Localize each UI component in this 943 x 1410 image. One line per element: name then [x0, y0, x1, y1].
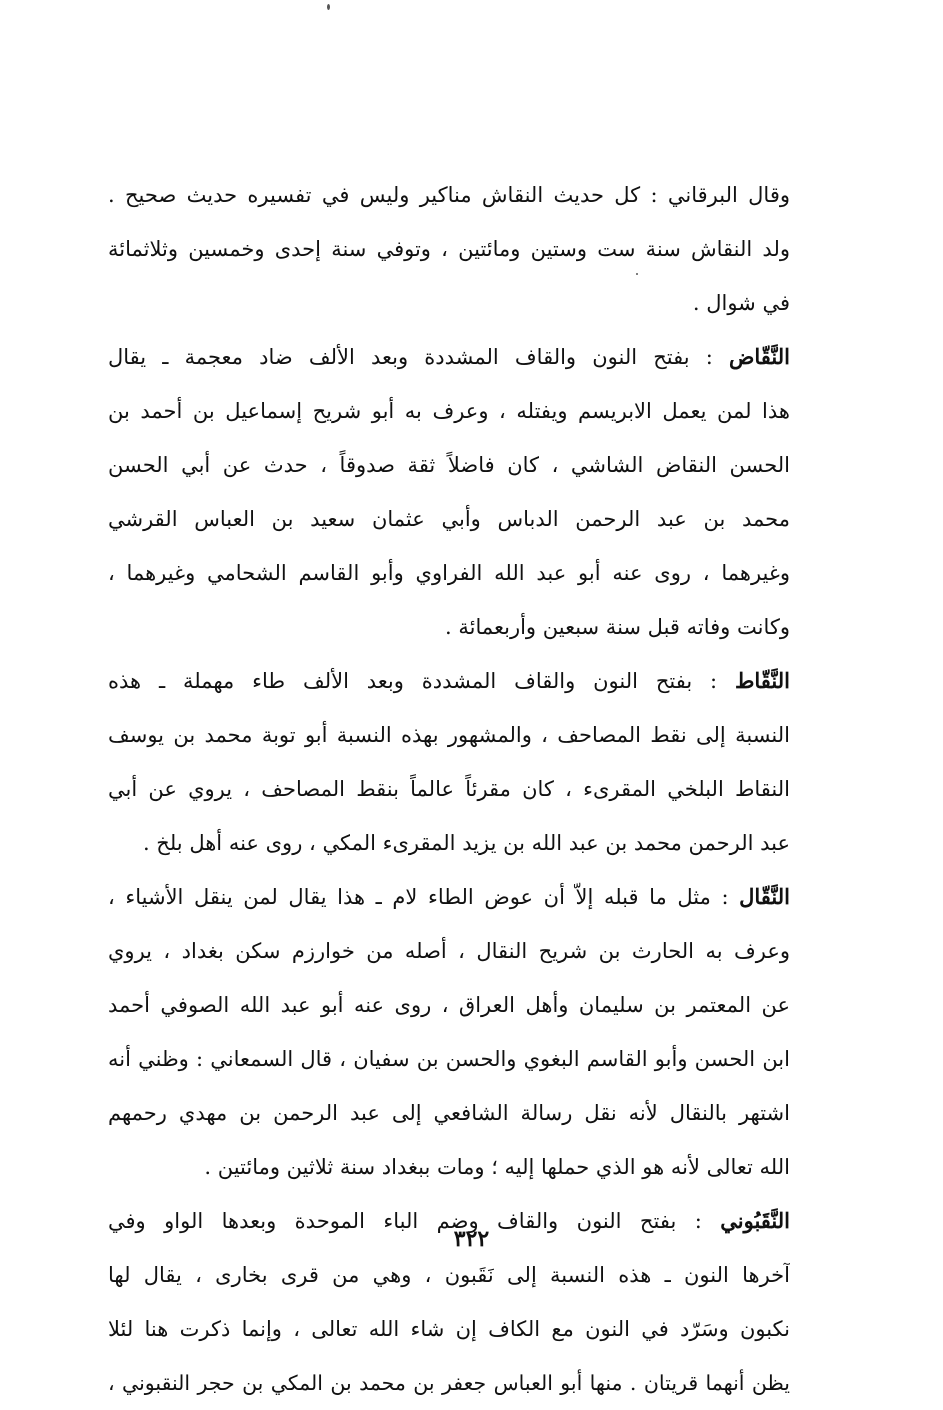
- text-line: نكبون وسَرّد في النون مع الكاف إن شاء الله تعالى ، وإنما ذكرت هنا لئلا: [108, 1317, 790, 1341]
- text-line: اشتهر بالنقال لأنه نقل رسالة الشافعي إلى عبد الرحمن بن مهدي رحمهم: [108, 1101, 790, 1125]
- text-line: ابن الحسن وأبو القاسم البغوي والحسن بن سفيان ، قال السمعاني : وظني أنه: [108, 1047, 790, 1071]
- entry-headword: النَّقَبُوني: [720, 1208, 790, 1233]
- entry-text: : بفتح النون والقاف وضم الباء الموحدة وبعدها الواو وفي: [108, 1209, 721, 1233]
- text-line: وكانت وفاته قبل سنة سبعين وأربعمائة .: [444, 615, 790, 639]
- text-line: هذا لمن يعمل الابريسم ويفتله ، وعرف به أبو شريح إسماعيل بن أحمد بن: [108, 399, 790, 423]
- text-line: وغيرهما ، روى عنه أبو عبد الله الفراوي وأبو القاسم الشحامي وغيرهما ،: [108, 561, 790, 585]
- text-line: وقال البرقاني : كل حديث النقاش مناكير وليس في تفسيره حديث صحيح .: [108, 183, 790, 207]
- entry-first-line: [108, 654, 790, 708]
- entry-text: : بفتح النون والقاف المشددة وبعد الألف ضاد معجمة ـ يقال: [108, 345, 730, 369]
- text-line: الحسن النقاض الشاشي ، كان فاضلاً ثقة صدوقاً ، حدث عن أبي الحسن: [108, 453, 790, 477]
- text-line: عن المعتمر بن سليمان وأهل العراق ، روى عنه أبو عبد الله الصوفي أحمد: [108, 993, 790, 1017]
- text-line: النسبة إلى نقط المصاحف ، والمشهور بهذه النسبة أبو توبة محمد بن يوسف: [108, 723, 790, 747]
- text-line: وعرف به الحارث بن شريح النقال ، أصله من خوارزم سكن بغداد ، يروي: [108, 939, 790, 963]
- text-line: في شوال .: [692, 291, 790, 315]
- entry-first-line: [108, 870, 790, 924]
- page-number: ٣٢٢: [453, 1226, 490, 1252]
- entry-headword: النَّقّاط: [734, 668, 790, 693]
- entry-text: : مثل ما قبله إلاّ أن عوض الطاء لام ـ هذا يقال لمن ينقل الأشياء ،: [108, 885, 740, 909]
- text-line: الله تعالى لأنه هو الذي حملها إليه ؛ ومات ببغداد سنة ثلاثين ومائتين .: [204, 1155, 790, 1179]
- body-text: [108, 168, 790, 1410]
- text-line: يظن أنهما قريتان . منها أبو العباس جعفر بن محمد بن المكي بن حجر النقبوني ،: [108, 1371, 790, 1395]
- entry-headword: النَّقّال: [739, 884, 790, 909]
- entry-text: : بفتح النون والقاف المشددة وبعد الألف طاء مهملة ـ هذه: [108, 669, 735, 693]
- scan-speck: [327, 4, 330, 10]
- text-line: محمد بن عبد الرحمن الدباس وأبي عثمان سعيد بن العباس القرشي: [108, 507, 790, 531]
- text-line: آخرها النون ـ هذه النسبة إلى نَقَبون ، وهي من قرى بخارى ، يقال لها: [108, 1263, 790, 1287]
- entry-first-line: [108, 330, 790, 384]
- text-line: ولد النقاش سنة ست وستين ومائتين ، وتوفي سنة إحدى وخمسين وثلاثمائة: [108, 237, 790, 261]
- text-line: عبد الرحمن محمد بن عبد الله بن يزيد المقرىء المكي ، روى عنه أهل بلخ .: [142, 831, 790, 855]
- text-line: النقاط البلخي المقرىء ، كان مقرئاً عالماً بنقط المصاحف ، يروي عن أبي: [108, 777, 790, 801]
- entry-headword: النَّقّاض: [729, 344, 790, 369]
